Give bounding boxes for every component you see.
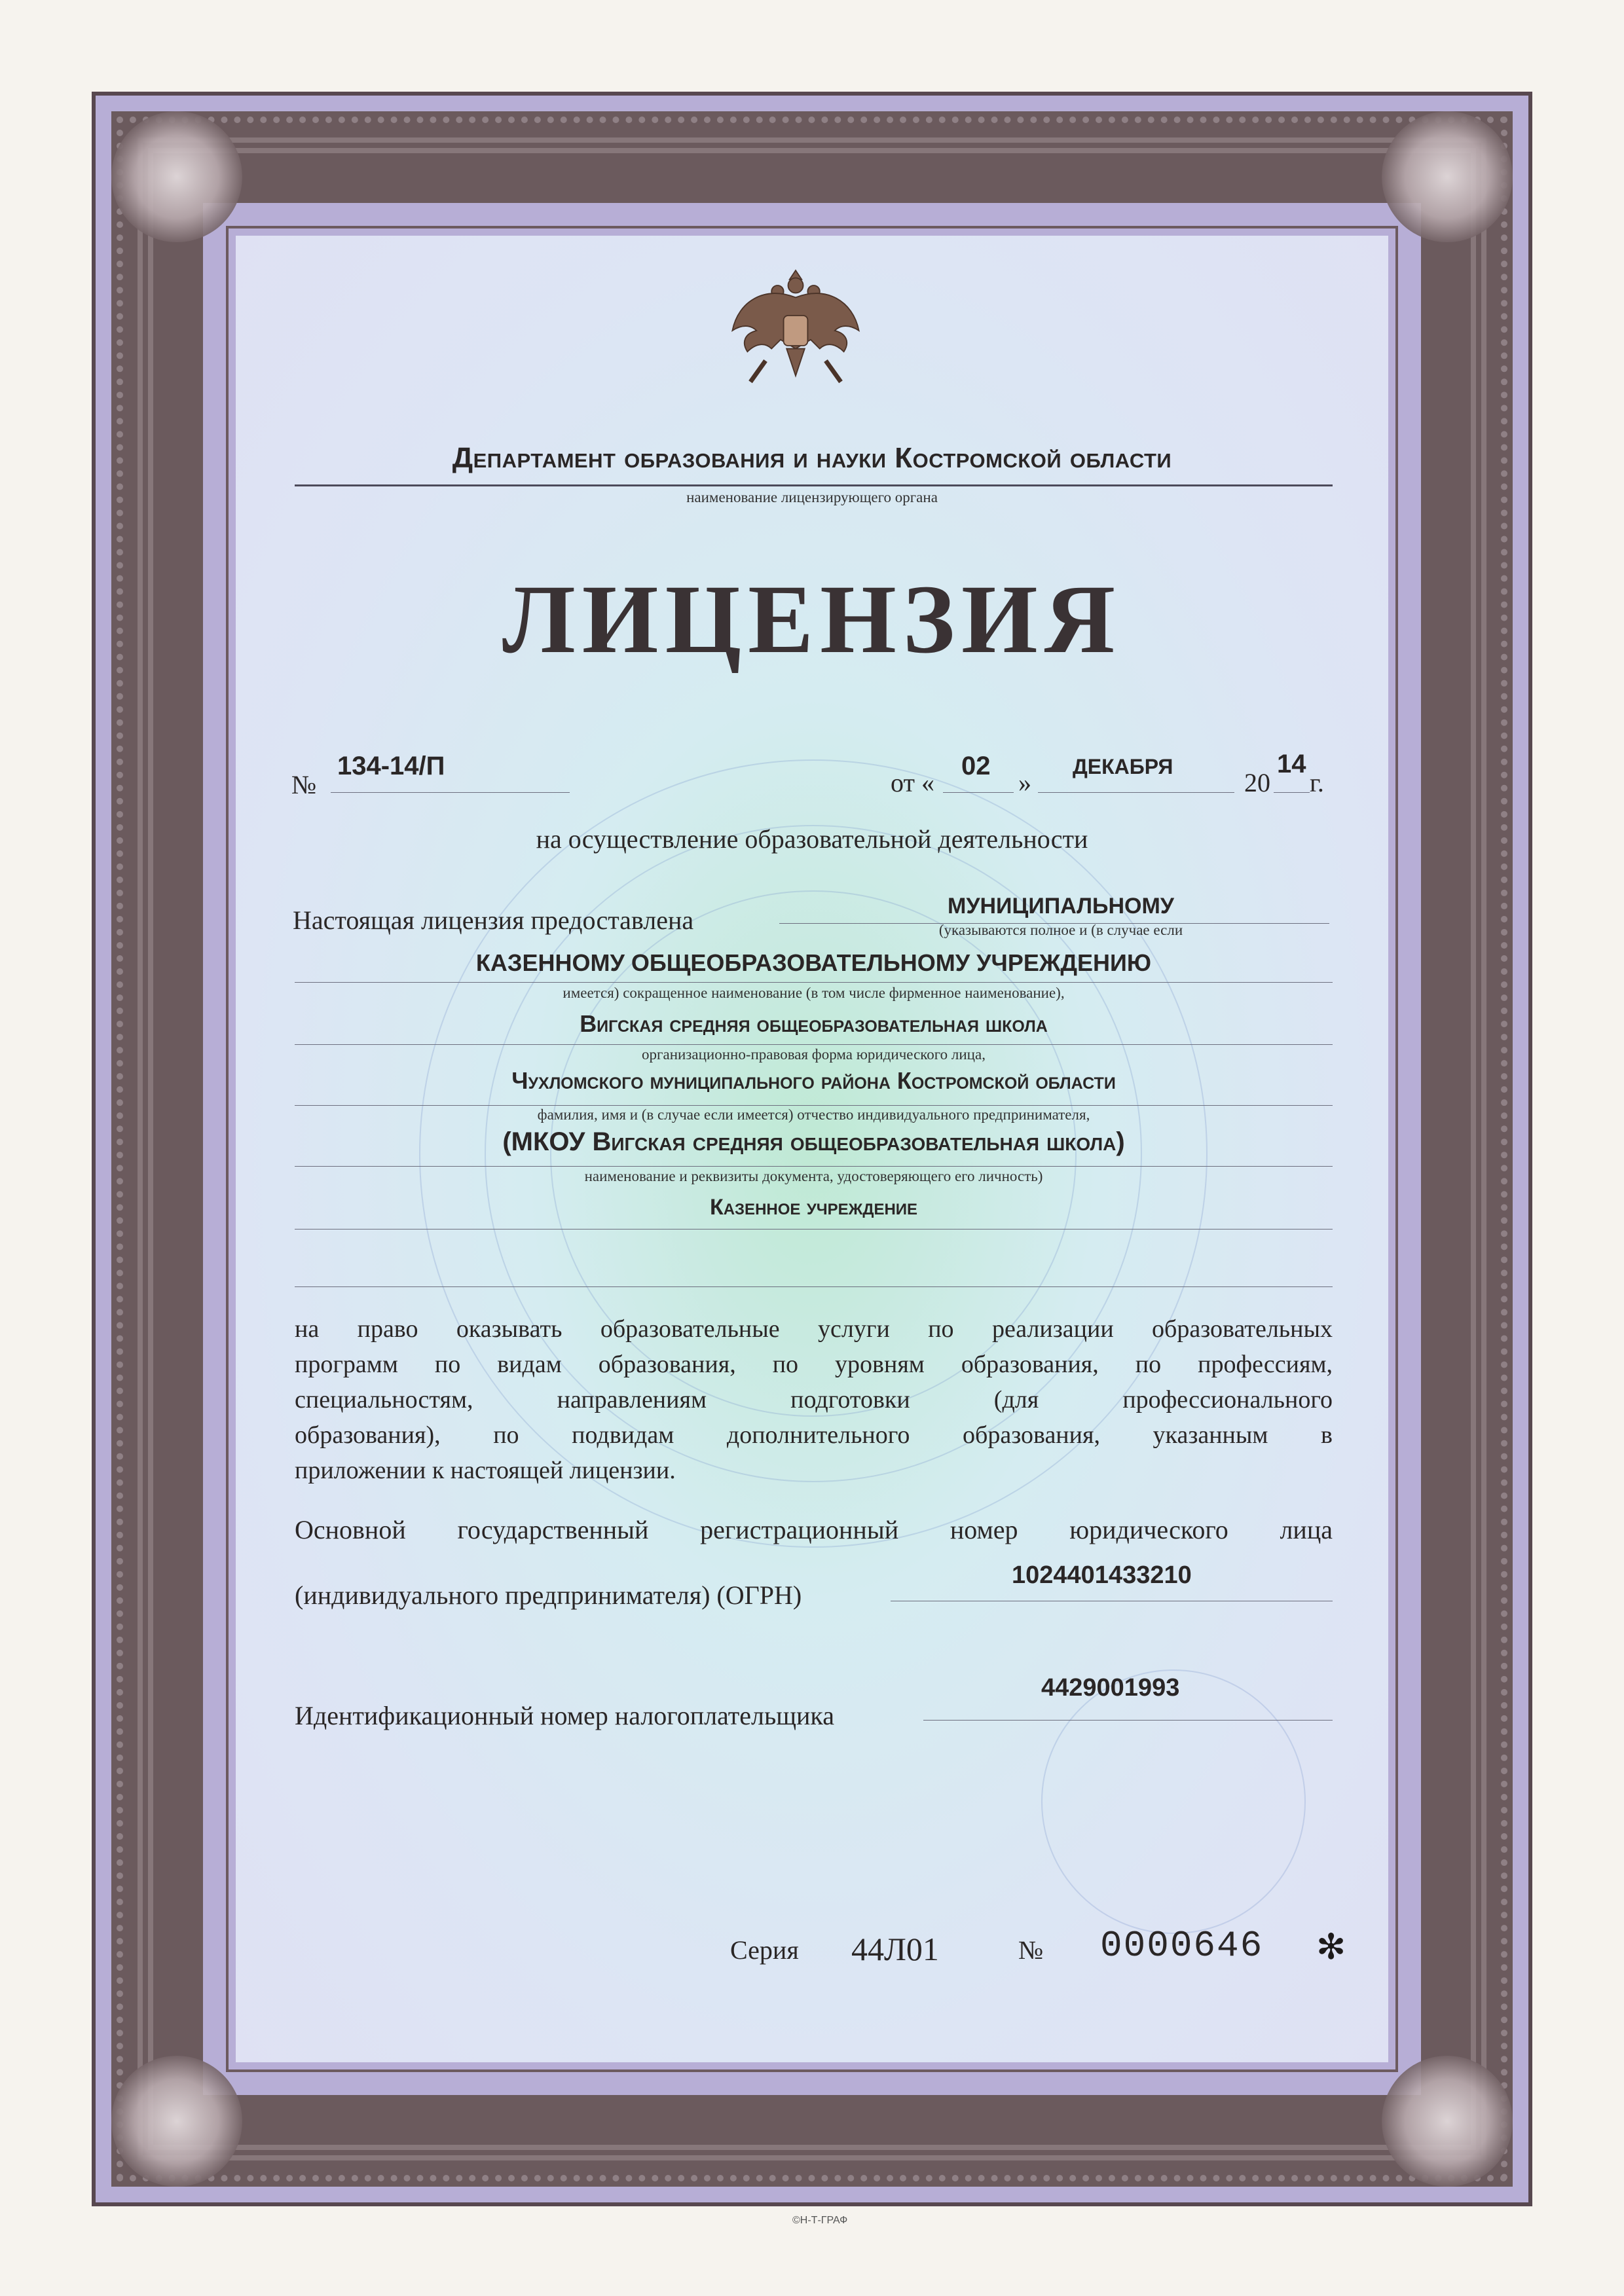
grantee-blank-rule bbox=[295, 1286, 1333, 1287]
grantee-caption-2: имеется) сокращенное наименование (в том числе фирменное наименование), bbox=[563, 985, 1065, 1001]
rights-paragraph bbox=[295, 1311, 1333, 1488]
rights-line-2: программ по видам образования, по уровням образования, по профессиям, bbox=[295, 1351, 1333, 1378]
date-year-suffix: 14 bbox=[1277, 750, 1306, 778]
grant-intro: Настоящая лицензия предоставлена bbox=[293, 905, 694, 935]
date-from-label: от « bbox=[891, 768, 934, 797]
month-underline bbox=[1038, 792, 1234, 793]
series-mark-icon: ✻ bbox=[1316, 1927, 1346, 1967]
grantee-line-5: (МКОУ Вигская средняя общеобразовательная школа) bbox=[502, 1127, 1125, 1156]
grantee-line-6-rule bbox=[295, 1229, 1333, 1230]
ogrn-label-line-1: Основной государственный регистрационный номер юридического лица bbox=[295, 1515, 1333, 1544]
rights-line-4: образования), по подвидам дополнительного образования, указанным в bbox=[295, 1421, 1333, 1449]
license-number: 134-14/П bbox=[337, 752, 445, 780]
issuer-caption: наименование лицензирующего органа bbox=[686, 489, 938, 505]
date-quote-close: » bbox=[1018, 768, 1031, 797]
series-number: 0000646 bbox=[1100, 1925, 1264, 1967]
grantee-line-5-rule bbox=[295, 1166, 1333, 1167]
grantee-line-3: Вигская средняя общеобразовательная школа bbox=[580, 1010, 1048, 1037]
grantee-line-3-rule bbox=[295, 1044, 1333, 1045]
printer-mark: ©Н-Т-ГРАФ bbox=[792, 2215, 848, 2226]
corner-ornament-top-left bbox=[111, 111, 242, 242]
date-year-unit: г. bbox=[1310, 768, 1324, 797]
grantee-line-6: Казенное учреждение bbox=[709, 1195, 918, 1220]
corner-ornament-bottom-right bbox=[1382, 2056, 1513, 2187]
grantee-line-1: МУНИЦИПАЛЬНОМУ bbox=[948, 894, 1174, 919]
series-label: Серия bbox=[730, 1935, 799, 1965]
grantee-line-2: КАЗЕННОМУ ОБЩЕОБРАЗОВАТЕЛЬНОМУ УЧРЕЖДЕНИЮ bbox=[475, 949, 1152, 976]
rights-line-3: специальностям, направлениям подготовки (для профессионального bbox=[295, 1386, 1333, 1413]
corner-ornament-top-right bbox=[1382, 111, 1513, 242]
issuer-underline bbox=[295, 484, 1333, 486]
inn-value: 4429001993 bbox=[1041, 1674, 1180, 1702]
grantee-line-2-rule bbox=[295, 982, 1333, 983]
issuer-name: Департамент образования и науки Костромской области bbox=[452, 442, 1172, 474]
date-year-prefix: 20 bbox=[1244, 768, 1270, 797]
series-value: 44Л01 bbox=[851, 1931, 939, 1967]
ogrn-value: 1024401433210 bbox=[1012, 1561, 1192, 1589]
day-underline bbox=[943, 792, 1014, 793]
grantee-caption-5: наименование и реквизиты документа, удостоверяющего его личность) bbox=[584, 1168, 1043, 1184]
inn-underline bbox=[923, 1720, 1333, 1721]
grantee-caption-3: организационно-правовая форма юридического лица, bbox=[642, 1046, 986, 1063]
series-number-label: № bbox=[1018, 1935, 1044, 1965]
grantee-caption-4: фамилия, имя и (в случае если имеется) отчество индивидуального предпринимателя, bbox=[537, 1106, 1090, 1123]
inn-label: Идентификационный номер налогоплательщика bbox=[295, 1701, 835, 1730]
rights-line-5: приложении к настоящей лицензии. bbox=[295, 1457, 676, 1484]
date-month: ДЕКАБРЯ bbox=[1073, 755, 1173, 778]
date-day: 02 bbox=[961, 752, 991, 780]
rights-line-1: на право оказывать образовательные услуги по реализации образовательных bbox=[295, 1315, 1333, 1343]
document-title: ЛИЦЕНЗИЯ bbox=[502, 565, 1122, 674]
number-label: № bbox=[291, 770, 317, 799]
grantee-caption-1: (указываются полное и (в случае если bbox=[938, 922, 1183, 938]
year-underline bbox=[1274, 792, 1310, 793]
ogrn-label-line-2: (индивидуального предпринимателя) (ОГРН) bbox=[295, 1580, 802, 1610]
license-purpose: на осуществление образовательной деятельности bbox=[536, 824, 1088, 854]
coat-of-arms-icon bbox=[720, 255, 871, 406]
number-underline bbox=[331, 792, 570, 793]
grantee-line-4: Чухломского муниципального района Костромской области bbox=[511, 1067, 1116, 1094]
grantee-line-4-rule bbox=[295, 1105, 1333, 1106]
corner-ornament-bottom-left bbox=[111, 2056, 242, 2187]
